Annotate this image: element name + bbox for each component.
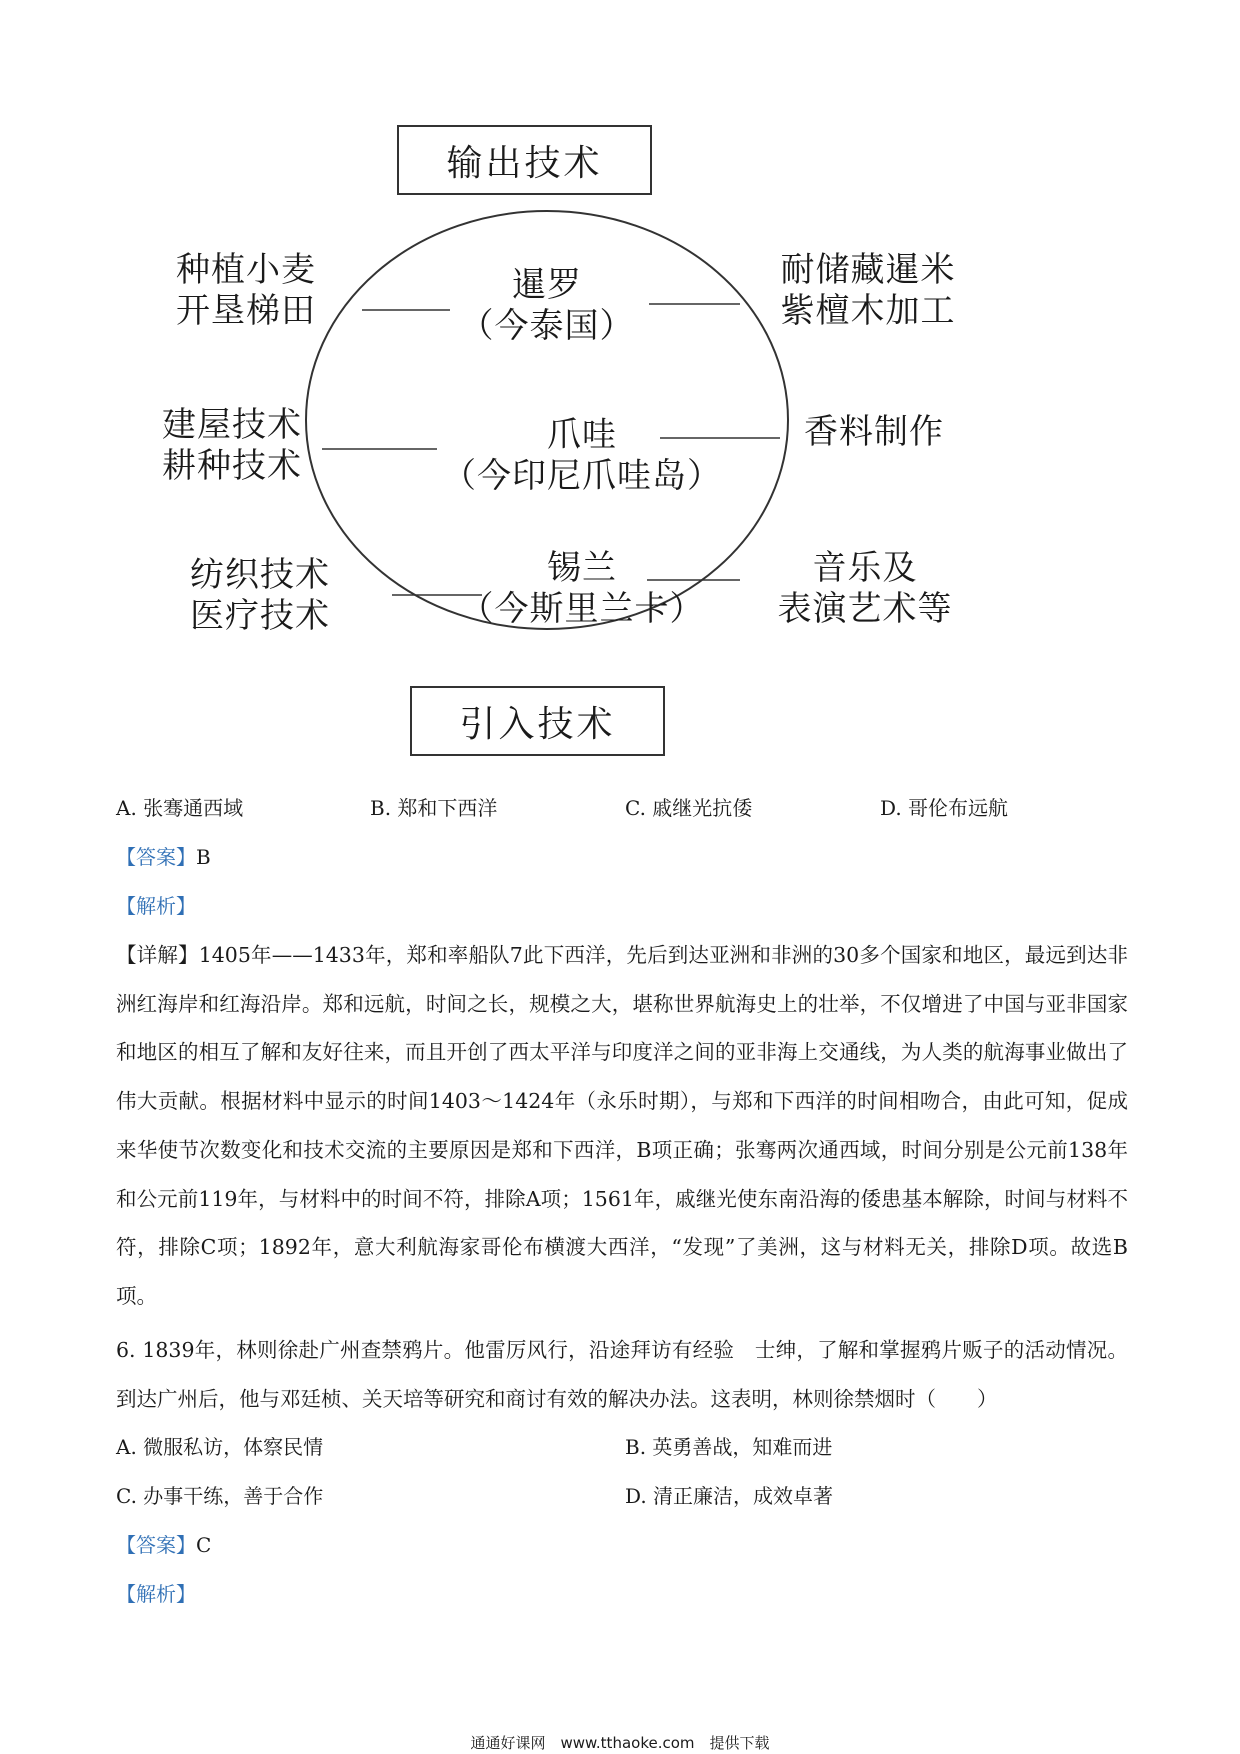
q5-option-d: D. 哥伦布远航 bbox=[880, 796, 1009, 820]
detail-tag: 【详解】 bbox=[116, 943, 199, 967]
detail-text: 1405年——1433年，郑和率船队7此下西洋，先后到达亚洲和非洲的30多个国家和地区，最远到达非洲红海岸和红海沿岸。郑和远航，时间之长，规模之大，堪称世界航海史上的壮举，不仅增进了中国与亚非国家和地区的相互了解和友好往来，而且开创了西太平洋与印度洋之间的亚非海上交通线，为人类的航海事业做出了伟大贡献。根据材料中显示的时间1403～1424年（永乐时期），与郑和下西洋的时间相吻合，由此可知，促成来华使节次数变化和技术交流的主要原因是郑和下西洋，B项正确；张骞两次通西域，时间分别是公元前138年和公元前119年，与材料中的时间不符，排除A项；1561年，戚继光使东南沿海的倭患基本解除，时间与材料不符，排除C项；1892年，意大利航海家哥伦布横渡大西洋，“发现”了美洲，这与材料无关，排除D项。故选B项。 bbox=[116, 943, 1129, 1308]
country-java: 爪哇 （今印尼爪哇岛） bbox=[442, 415, 722, 496]
answer-tag: 【答案】 bbox=[116, 845, 196, 869]
output-technology-box: 输出技术 bbox=[397, 125, 652, 195]
q6-option-d: D. 清正廉洁，成效卓著 bbox=[625, 1484, 834, 1508]
q5-answer-line bbox=[116, 844, 211, 870]
output-ceylon: 纺织技术 医疗技术 bbox=[190, 555, 330, 636]
detail-paragraph bbox=[116, 931, 1128, 1321]
q5-option-a: A. 张骞通西域 bbox=[116, 796, 244, 820]
answer-value: B bbox=[196, 845, 211, 869]
q5-option-b: B. 郑和下西洋 bbox=[370, 796, 498, 820]
diagram-lines bbox=[0, 0, 1240, 780]
output-java: 建屋技术 耕种技术 bbox=[162, 405, 302, 486]
q6-option-a: A. 微服私访，体察民情 bbox=[116, 1435, 324, 1459]
analysis-tag: 【解析】 bbox=[116, 1582, 196, 1606]
answer-tag: 【答案】 bbox=[116, 1533, 196, 1557]
technology-exchange-diagram bbox=[0, 0, 1240, 780]
output-siam: 种植小麦 开垦梯田 bbox=[176, 250, 316, 331]
q6-option-c: C. 办事干练，善于合作 bbox=[116, 1484, 324, 1508]
input-siam: 耐储藏暹米 紫檀木加工 bbox=[780, 250, 956, 331]
answer-value: C bbox=[196, 1533, 212, 1557]
input-java: 香料制作 bbox=[804, 412, 944, 452]
country-ceylon: 锡兰 （今斯里兰卡） bbox=[459, 548, 705, 629]
analysis-tag: 【解析】 bbox=[116, 894, 196, 918]
input-technology-box: 引入技术 bbox=[410, 686, 665, 756]
footer: 通通好课网 www.tthaoke.com 提供下载 bbox=[470, 1734, 770, 1752]
input-ceylon: 音乐及 表演艺术等 bbox=[777, 548, 953, 629]
q6-stem: 6. 1839年，林则徐赴广州查禁鸦片。他雷厉风行，沿途拜访有经验 士绅，了解和掌握鸦片贩子的活动情况。到达广州后，他与邓廷桢、关天培等研究和商讨有效的解决办法。这表明，林则徐禁烟时（ ） bbox=[116, 1338, 1128, 1411]
q6-option-b: B. 英勇善战，知难而进 bbox=[625, 1435, 833, 1459]
q5-option-c: C. 戚继光抗倭 bbox=[625, 796, 753, 820]
q6-answer-line bbox=[116, 1532, 211, 1558]
country-siam: 暹罗 （今泰国） bbox=[459, 265, 635, 346]
